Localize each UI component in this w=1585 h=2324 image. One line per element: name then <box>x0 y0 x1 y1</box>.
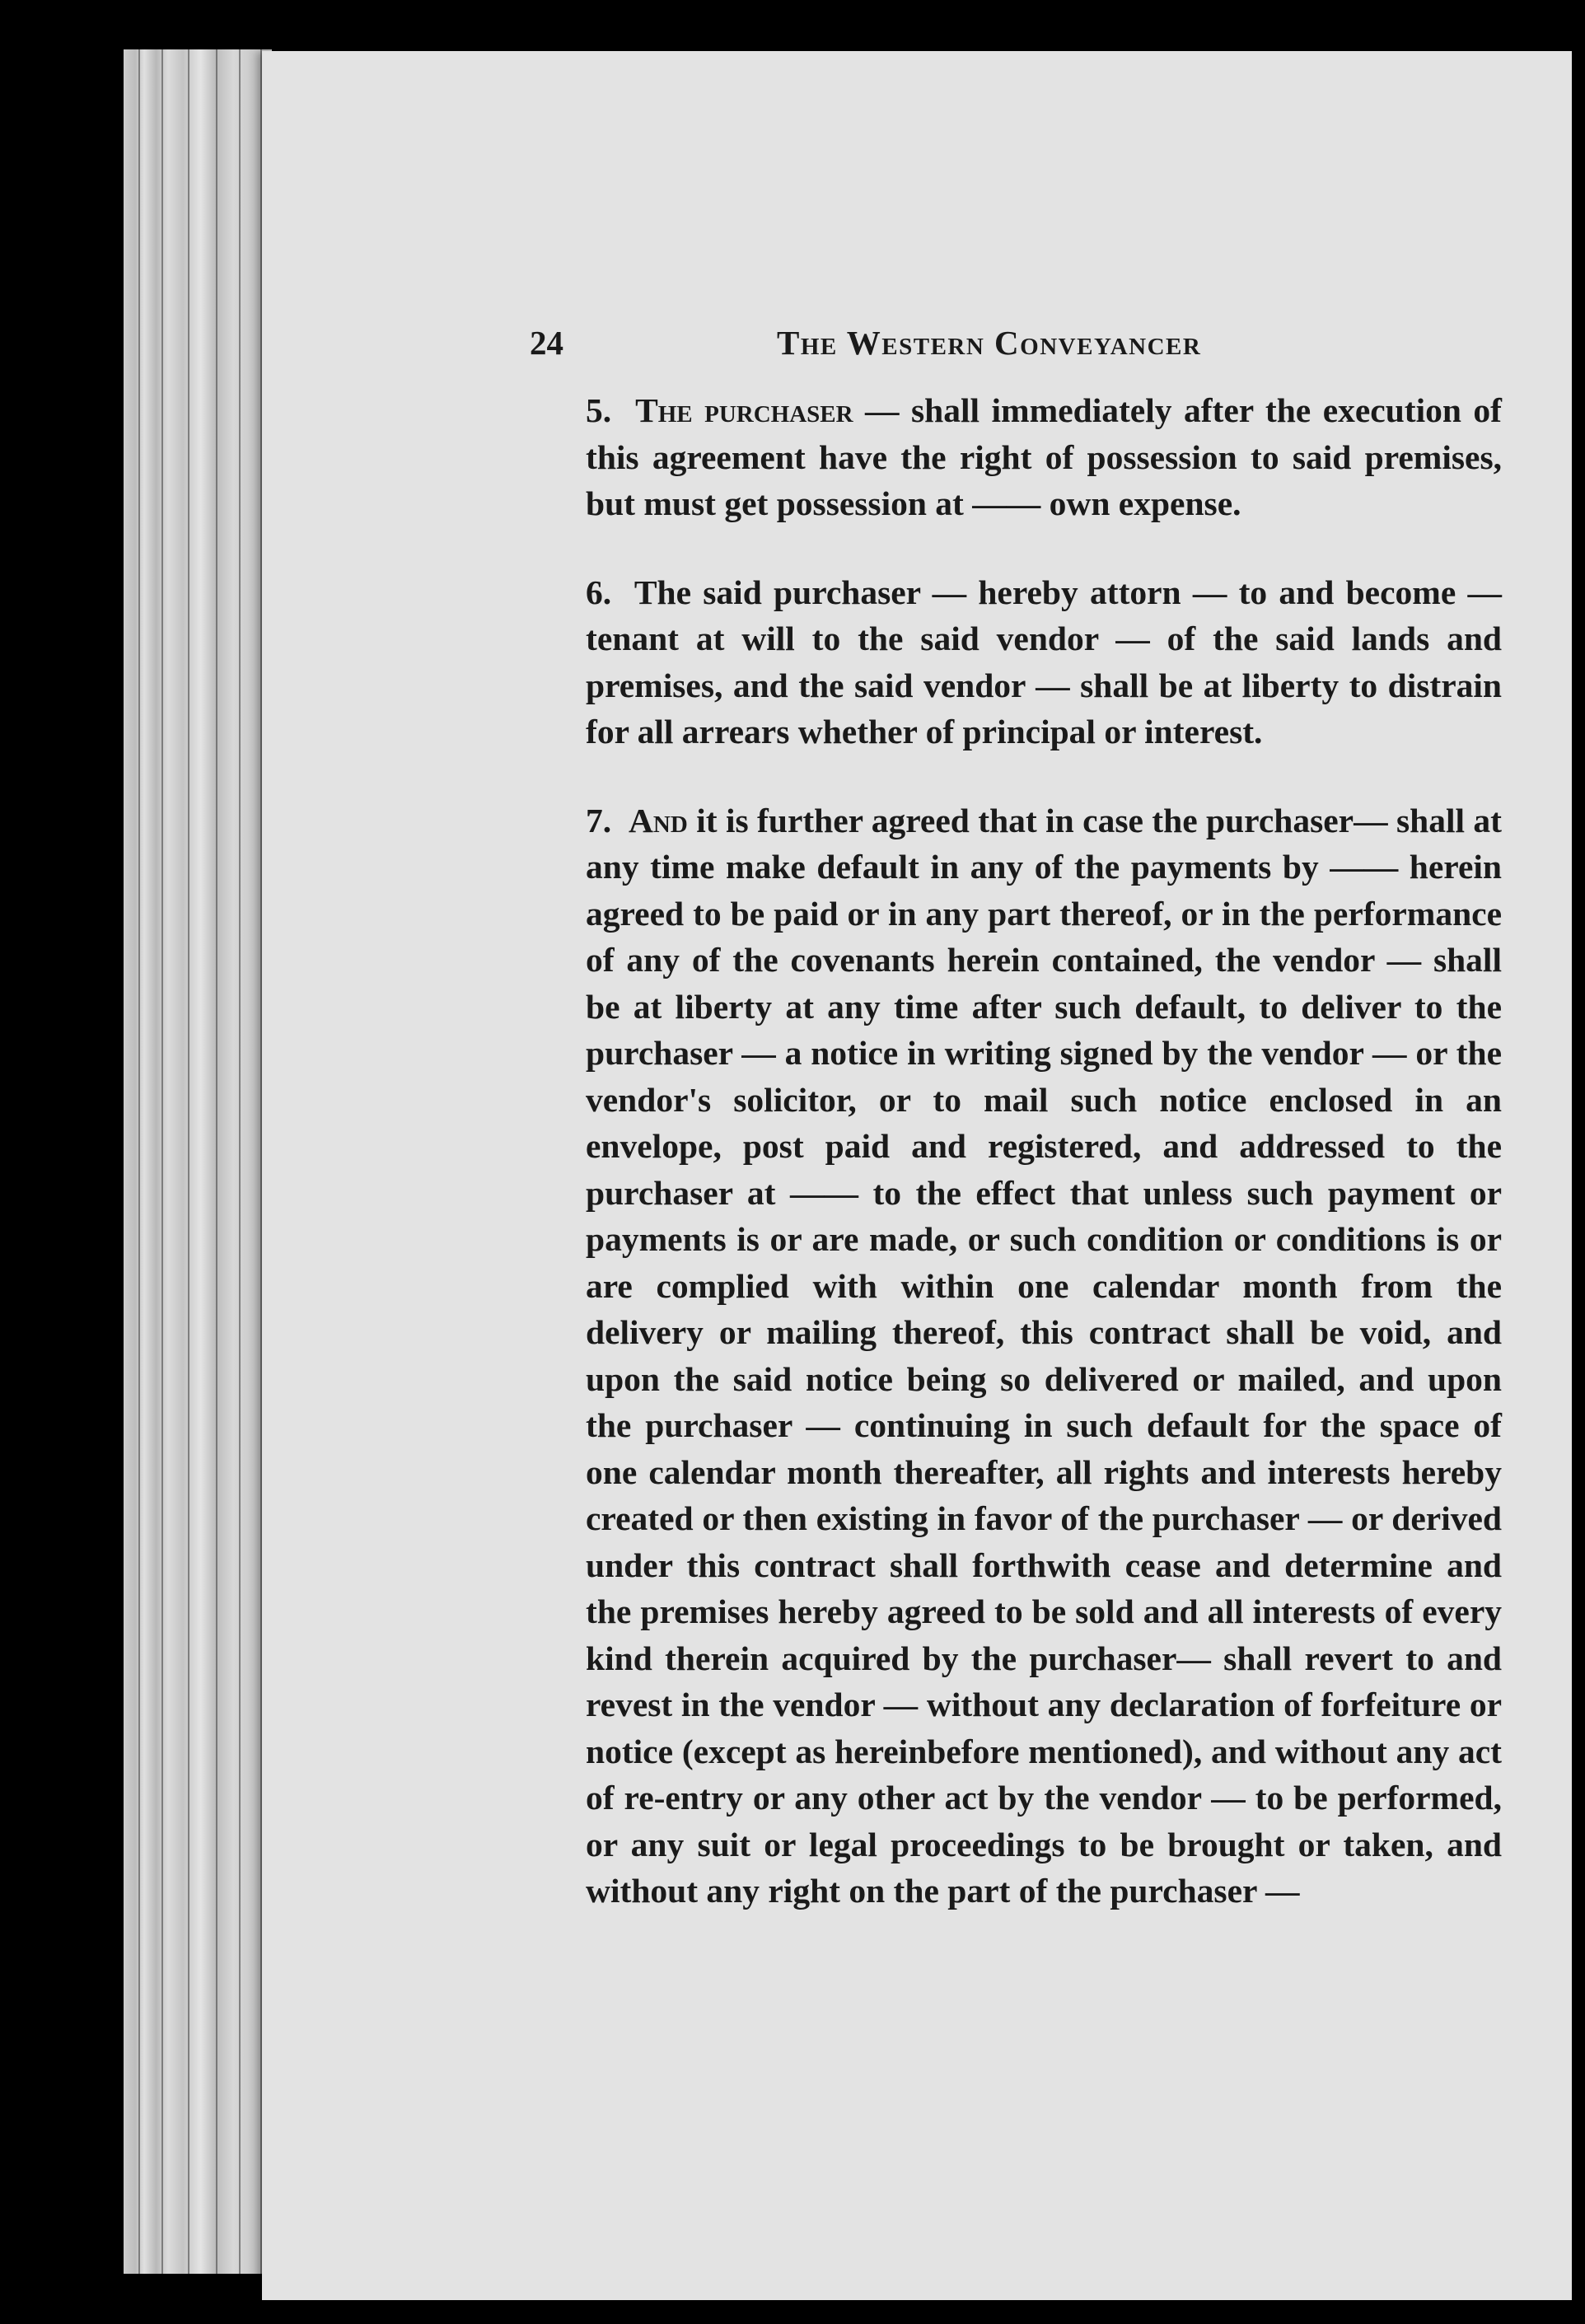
page-edge-line <box>161 49 163 2274</box>
paragraph-6 <box>530 569 1502 755</box>
paragraph-number: 6. <box>586 573 612 611</box>
page-edge-line <box>188 49 189 2274</box>
paragraph-lead: The purchaser <box>635 391 853 429</box>
paragraph-text: The said purchaser — hereby attorn — to and become — tenant at will to the said vendor — of the said lands and premises, and the said vendor — shall be at liberty to distrain for all arrears whether of principal or interest. <box>586 573 1502 751</box>
paragraph-text: — shall immediately after the execution of this agreement have the right of possession to said premises, but must get possession at —— own expense. <box>586 391 1502 522</box>
page-number: 24 <box>530 324 563 362</box>
paragraph-7 <box>530 797 1502 1915</box>
book-page <box>262 51 1572 2300</box>
page-edge-line <box>239 49 241 2274</box>
paragraph-lead: And <box>628 801 688 839</box>
paragraph-number: 7. <box>586 801 612 839</box>
page-edge-line <box>138 49 140 2274</box>
paragraph-5 <box>530 387 1502 527</box>
paragraph-number: 5. <box>586 391 612 429</box>
running-head <box>530 323 1502 372</box>
page-content <box>530 323 1502 1915</box>
book-title: The Western Conveyancer <box>777 324 1202 362</box>
page-edges <box>124 49 272 2274</box>
page-edge-line <box>216 49 217 2274</box>
paragraph-text: it is further agreed that in case the purchaser— shall at any time make default in any of the payments by —— herein agreed to be paid or in any part thereof, or in the performance of any of the covenants herein contained, the vendor — shall be at liberty at any time after such default, to deliver to the purchaser — a notice in writing signed by the vendor — or the vendor's solicitor, or to mail such notice enclosed in an envelope, post paid and registered, and addressed to the purchaser at —— to the effect that unless such payment or payments is or are made, or such condition or conditions is or are complied with within one calendar month from the delivery or mailing thereof, this contract shall be void, and upon the said notice being so delivered or mailed, and upon the purchaser — continuing in such default for the space of one calendar month thereafter, all rights and interests hereby created or then existing in favor of the purchaser — or derived under this contract shall forthwith cease and determine and the premises hereby agreed to be sold and all interests of every kind therein acquired by the purchaser— shall revert to and revest in the vendor — without any declaration of forfeiture or notice (except as hereinbefore mentioned), and without any act of re-entry or any other act by the vendor — to be performed, or any suit or legal proceedings to be brought or taken, and without any right on the part of the purchaser — <box>586 801 1503 1910</box>
